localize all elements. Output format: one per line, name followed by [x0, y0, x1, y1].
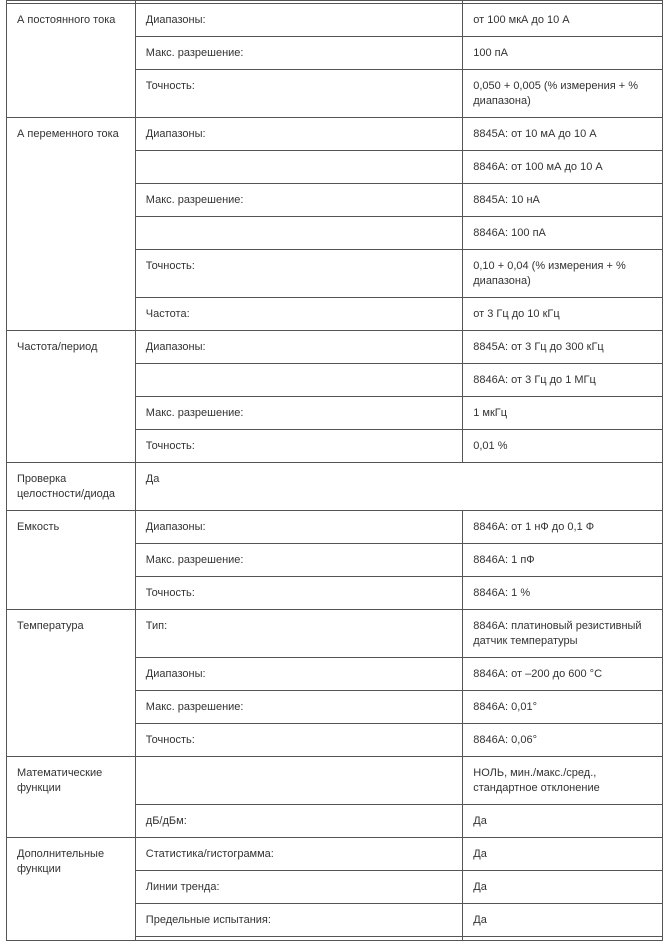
value-cell: 8845А: от 3 Гц до 300 кГц: [463, 331, 663, 364]
value-cell: 0,050 + 0,005 (% измерения + % диапазона): [463, 70, 663, 118]
table-row: [7, 757, 663, 805]
category-cell: Температура: [7, 610, 136, 757]
value-cell: 8846А: от 3 Гц до 1 МГц: [463, 364, 663, 397]
spec-table: [6, 0, 663, 941]
value-cell: 0,01 %: [463, 430, 663, 463]
table-cell: [135, 937, 462, 941]
value-cell: 1 мкГц: [463, 397, 663, 430]
param-cell: [135, 757, 462, 805]
value-cell: 8846А: платиновый резистивный датчик температуры: [463, 610, 663, 658]
param-cell: Тип:: [135, 610, 462, 658]
param-cell: Диапазоны:: [135, 4, 462, 37]
param-cell: Линии тренда:: [135, 871, 462, 904]
param-cell: Точность:: [135, 724, 462, 757]
value-cell: Да: [463, 904, 663, 937]
category-cell: Дополнительные функции: [7, 838, 136, 941]
value-cell: 8846А: от 1 нФ до 0,1 Ф: [463, 511, 663, 544]
param-cell: [135, 151, 462, 184]
param-cell: [135, 364, 462, 397]
param-cell: Макс. разрешение:: [135, 37, 462, 70]
param-cell: дБ/дБм:: [135, 805, 462, 838]
value-cell: 8846А: 0,06°: [463, 724, 663, 757]
category-cell: А постоянного тока: [7, 4, 136, 118]
value-cell: 8846А: 1 пФ: [463, 544, 663, 577]
value-cell: Да: [463, 805, 663, 838]
param-cell: Точность:: [135, 250, 462, 298]
value-cell: 8846А: 0,01°: [463, 691, 663, 724]
param-cell: Предельные испытания:: [135, 904, 462, 937]
value-cell: 8846А: от 100 мА до 10 А: [463, 151, 663, 184]
value-cell: 8846А: от –200 до 600 °С: [463, 658, 663, 691]
param-cell: Точность:: [135, 430, 462, 463]
table-row: [7, 118, 663, 151]
table-row: [7, 463, 663, 511]
value-cell: 8845А: от 10 мА до 10 А: [463, 118, 663, 151]
category-cell: Емкость: [7, 511, 136, 610]
param-cell: Макс. разрешение:: [135, 184, 462, 217]
category-cell: А переменного тока: [7, 118, 136, 331]
param-cell: Диапазоны:: [135, 511, 462, 544]
category-cell: Частота/период: [7, 331, 136, 463]
value-cell: 100 пА: [463, 37, 663, 70]
value-cell: Да: [463, 838, 663, 871]
param-cell: Макс. разрешение:: [135, 397, 462, 430]
param-cell: Статистика/гистограмма:: [135, 838, 462, 871]
value-cell: Да: [463, 871, 663, 904]
value-cell: 8846А: 1 %: [463, 577, 663, 610]
value-cell: 8846А: 100 пА: [463, 217, 663, 250]
table-row: [7, 4, 663, 37]
param-cell: Диапазоны:: [135, 658, 462, 691]
table-row: [7, 610, 663, 658]
value-cell: НОЛЬ, мин./макс./сред., стандартное отклонение: [463, 757, 663, 805]
param-cell: Частота:: [135, 298, 462, 331]
param-cell: [135, 217, 462, 250]
table-row: [7, 331, 663, 364]
param-cell: Точность:: [135, 70, 462, 118]
table-cell: [463, 937, 663, 941]
param-cell: Макс. разрешение:: [135, 544, 462, 577]
value-cell: от 3 Гц до 10 кГц: [463, 298, 663, 331]
param-cell: Да: [135, 463, 662, 511]
value-cell: от 100 мкА до 10 А: [463, 4, 663, 37]
category-cell: Проверка целостности/диода: [7, 463, 136, 511]
value-cell: 8845А: 10 нА: [463, 184, 663, 217]
param-cell: Диапазоны:: [135, 331, 462, 364]
table-row: [7, 838, 663, 871]
table-row: [7, 511, 663, 544]
value-cell: 0,10 + 0,04 (% измерения + % диапазона): [463, 250, 663, 298]
param-cell: Диапазоны:: [135, 118, 462, 151]
param-cell: Точность:: [135, 577, 462, 610]
category-cell: Математические функции: [7, 757, 136, 838]
param-cell: Макс. разрешение:: [135, 691, 462, 724]
